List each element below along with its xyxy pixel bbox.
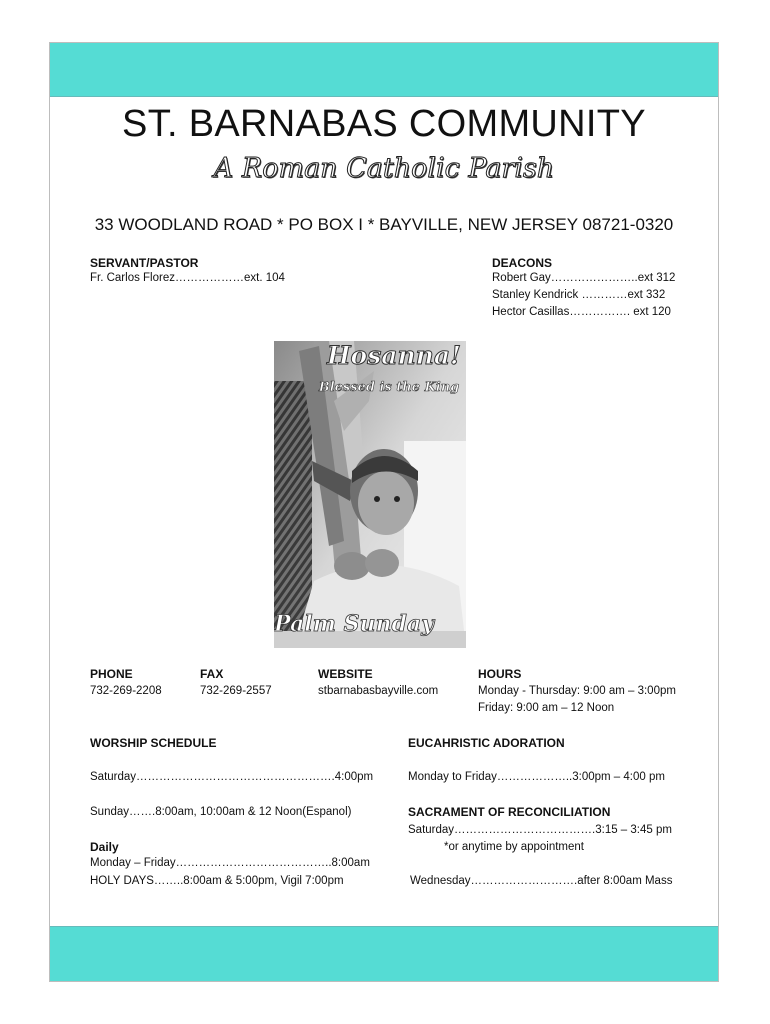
deacons-block xyxy=(492,256,692,321)
phone-number: 732-269-2208 xyxy=(90,685,162,697)
reconciliation-wednesday: Wednesday……………………….after 8:00am Mass xyxy=(410,875,673,887)
phone-label: PHONE xyxy=(90,667,133,681)
hours-line: Friday: 9:00 am – 12 Noon xyxy=(478,702,615,714)
deacon-line: Hector Casillas……………. ext 120 xyxy=(492,306,671,318)
phone-block xyxy=(90,667,162,700)
worship-weekday: Monday – Friday…………………………………..8:00am xyxy=(90,857,370,869)
reconciliation-saturday: Saturday……………………………….3:15 – 3:45 pm xyxy=(408,824,672,836)
palm-sunday-poster xyxy=(274,341,466,648)
worship-label: WORSHIP SCHEDULE xyxy=(90,736,217,750)
website-label: WEBSITE xyxy=(318,667,373,681)
website-block xyxy=(318,667,438,700)
top-color-band xyxy=(50,43,718,97)
reconciliation-note: *or anytime by appointment xyxy=(444,841,584,853)
adoration-label: EUCAHRISTIC ADORATION xyxy=(408,736,565,750)
bulletin-page xyxy=(49,42,719,982)
reconciliation-label: SACRAMENT OF RECONCILIATION xyxy=(408,805,611,819)
parish-title: ST. BARNABAS COMMUNITY xyxy=(122,103,646,145)
deacon-line: Robert Gay…………………..ext 312 xyxy=(492,272,676,284)
pastor-line: Fr. Carlos Florez………………ext. 104 xyxy=(90,272,285,284)
worship-saturday: Saturday…………………………………………….4:00pm xyxy=(90,771,374,783)
parish-address: 33 WOODLAND ROAD * PO BOX I * BAYVILLE, NEW JERSEY 08721-0320 xyxy=(94,215,674,234)
fax-label: FAX xyxy=(200,667,224,681)
worship-holy-days: HOLY DAYS……..8:00am & 5:00pm, Vigil 7:00pm xyxy=(90,875,344,887)
pastor-block xyxy=(90,256,285,287)
poster-tagline: Blessed is the King xyxy=(318,380,460,395)
bottom-color-band xyxy=(50,926,718,981)
fax-number: 732-269-2557 xyxy=(200,685,272,697)
hours-label: HOURS xyxy=(478,667,522,681)
hours-line: Monday - Thursday: 9:00 am – 3:00pm xyxy=(478,685,676,697)
palm-sunday-illustration xyxy=(274,341,466,648)
daily-label: Daily xyxy=(90,840,119,854)
worship-sunday: Sunday…….8:00am, 10:00am & 12 Noon(Espanol) xyxy=(90,806,352,818)
pastor-label: SERVANT/PASTOR xyxy=(90,256,199,270)
poster-headline: Hosanna! xyxy=(326,341,462,370)
hours-block xyxy=(478,667,708,717)
poster-caption: Palm Sunday xyxy=(274,611,434,637)
deacon-line: Stanley Kendrick …………ext 332 xyxy=(492,289,666,301)
parish-subtitle: A Roman Catholic Parish xyxy=(213,153,555,184)
fax-block xyxy=(200,667,272,700)
website-link[interactable]: stbarnabasbayville.com xyxy=(318,685,439,697)
deacons-label: DEACONS xyxy=(492,256,553,270)
adoration-line: Monday to Friday………………..3:00pm – 4:00 pm xyxy=(408,771,665,783)
